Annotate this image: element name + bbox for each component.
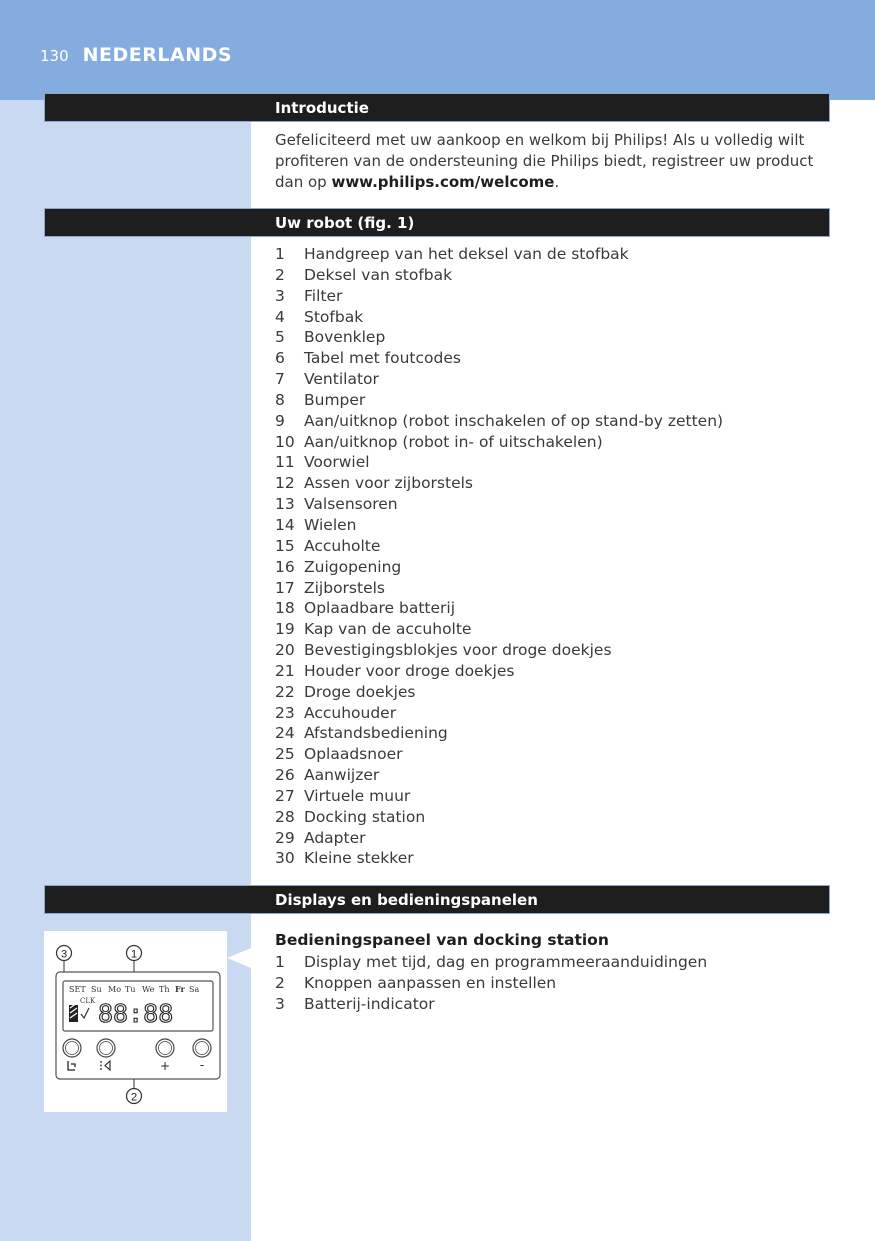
- list-item-number: 1: [275, 245, 285, 263]
- list-item-number: 18: [275, 599, 295, 618]
- list-item: [275, 390, 723, 411]
- list-item-label: Stofbak: [304, 307, 364, 326]
- list-item-label: Display met tijd, dag en programmeeraanduidingen: [304, 953, 708, 971]
- list-item-label: Afstandsbediening: [304, 724, 448, 743]
- list-item-number: 14: [275, 515, 295, 534]
- page-number: 130: [40, 47, 69, 65]
- control-panel-illustration: [44, 931, 227, 1112]
- list-item: [275, 619, 723, 640]
- list-item: [275, 952, 707, 973]
- control-panel-figure: [44, 931, 227, 1112]
- figure-pointer: [227, 948, 251, 968]
- list-item-label: Valsensoren: [304, 495, 398, 514]
- list-item: [275, 515, 723, 536]
- list-item: [275, 286, 723, 307]
- language-title: NEDERLANDS: [82, 44, 233, 66]
- list-item-label: Kap van de accuholte: [304, 620, 472, 639]
- list-item-number: 29: [275, 828, 295, 847]
- list-item-number: 8: [275, 390, 285, 409]
- list-item-label: Filter: [304, 286, 343, 305]
- intro-text-end: .: [554, 173, 560, 191]
- list-item-label: Wielen: [304, 515, 357, 534]
- list-item-label: Docking station: [304, 807, 426, 826]
- list-item-label: Houder voor droge doekjes: [304, 661, 515, 680]
- list-item-label: Deksel van stofbak: [304, 265, 453, 284]
- list-item: [275, 557, 723, 578]
- list-item-number: 12: [275, 474, 295, 493]
- list-item-number: 5: [275, 328, 285, 347]
- section-header-robot: [44, 208, 830, 237]
- list-item-number: 11: [275, 453, 295, 472]
- list-item-label: Bovenklep: [304, 328, 386, 347]
- list-item-label: Zijborstels: [304, 578, 385, 597]
- parts-list: [275, 244, 723, 869]
- list-item: [275, 348, 723, 369]
- list-item: [275, 307, 723, 328]
- list-item: [275, 327, 723, 348]
- list-item: [275, 452, 723, 473]
- list-item-label: Oplaadbare batterij: [304, 599, 456, 618]
- list-item-number: 16: [275, 557, 295, 576]
- list-item-number: 30: [275, 849, 295, 868]
- list-item-number: 13: [275, 495, 295, 514]
- list-item: [275, 703, 723, 724]
- list-item-number: 22: [275, 682, 295, 701]
- list-item: [275, 973, 707, 994]
- list-item-label: Bumper: [304, 390, 366, 409]
- list-item: [275, 807, 723, 828]
- section-title: Displays en bedieningspanelen: [275, 891, 538, 909]
- list-item-number: 28: [275, 807, 295, 826]
- list-item-label: Bevestigingsblokjes voor droge doekjes: [304, 641, 612, 660]
- panel-list: [275, 952, 707, 1015]
- list-item-number: 2: [275, 265, 285, 284]
- welcome-link[interactable]: www.philips.com/welcome: [331, 173, 555, 191]
- panel-subtitle: Bedieningspaneel van docking station: [275, 931, 609, 949]
- list-item-number: 24: [275, 724, 295, 743]
- list-item-number: 1: [275, 953, 285, 971]
- list-item: [275, 494, 723, 515]
- list-item-label: Aan/uitknop (robot inschakelen of op stand-by zetten): [304, 411, 724, 430]
- callout-1-label: 1: [130, 948, 138, 961]
- list-item-number: 19: [275, 620, 295, 639]
- list-item-number: 4: [275, 307, 285, 326]
- list-item-label: Virtuele muur: [304, 786, 411, 805]
- list-item-number: 3: [275, 994, 285, 1013]
- list-item-number: 10: [275, 432, 295, 451]
- list-item-number: 26: [275, 766, 295, 785]
- list-item: [275, 723, 723, 744]
- list-item: [275, 473, 723, 494]
- page-header: [40, 44, 232, 66]
- list-item-label: Tabel met foutcodes: [304, 349, 461, 368]
- list-item-label: Ventilator: [304, 370, 379, 389]
- list-item: [275, 994, 707, 1015]
- battery-indicator-icon: [69, 1003, 78, 1022]
- list-item: [275, 411, 723, 432]
- list-item-number: 7: [275, 370, 285, 389]
- section-title: Introductie: [275, 99, 369, 117]
- list-item: [275, 661, 723, 682]
- plus-label: +: [159, 1059, 171, 1073]
- list-item-number: 23: [275, 703, 295, 722]
- list-item: [275, 265, 723, 286]
- day-labels: SET Su Mo Tu We Th Fr Sa: [69, 984, 200, 994]
- list-item-number: 27: [275, 786, 295, 805]
- list-item: [275, 640, 723, 661]
- list-item: [275, 828, 723, 849]
- list-item: [275, 598, 723, 619]
- section-header-displays: [44, 885, 830, 914]
- list-item: [275, 765, 723, 786]
- list-item: [275, 432, 723, 453]
- list-item-label: Accuholte: [304, 536, 381, 555]
- list-item-number: 20: [275, 641, 295, 660]
- list-item-label: Droge doekjes: [304, 682, 416, 701]
- list-item-label: Accuhouder: [304, 703, 397, 722]
- list-item-number: 9: [275, 411, 285, 430]
- list-item-label: Aanwijzer: [304, 766, 380, 785]
- list-item: [275, 578, 723, 599]
- list-item-label: Knoppen aanpassen en instellen: [304, 973, 557, 992]
- list-item: [275, 244, 723, 265]
- intro-text: Gefeliciteerd met uw aankoop en welkom bij Philips! Als u volledig wilt profiteren van de ondersteuning die Philips biedt, registreer uw product dan op: [275, 131, 814, 191]
- list-item-label: Zuigopening: [304, 557, 402, 576]
- list-item-label: Handgreep van het deksel van de stofbak: [304, 245, 629, 263]
- header-band: [0, 0, 875, 100]
- list-item-number: 6: [275, 349, 285, 368]
- list-item-number: 3: [275, 286, 285, 305]
- list-item-number: 15: [275, 536, 295, 555]
- list-item: [275, 744, 723, 765]
- list-item-number: 21: [275, 661, 295, 680]
- list-item-label: Batterij-indicator: [304, 994, 435, 1013]
- list-item-label: Adapter: [304, 828, 366, 847]
- callout-3-label: 3: [60, 948, 68, 961]
- list-item-number: 25: [275, 745, 295, 764]
- list-item-label: Assen voor zijborstels: [304, 474, 473, 493]
- section-header-intro: [44, 93, 830, 122]
- section-title: Uw robot (fig. 1): [275, 214, 415, 232]
- intro-paragraph: [275, 130, 815, 193]
- list-item-number: 17: [275, 578, 295, 597]
- list-item-number: 2: [275, 973, 285, 992]
- clk-label: CLK: [80, 997, 96, 1005]
- list-item-label: Voorwiel: [304, 453, 370, 472]
- list-item: [275, 786, 723, 807]
- list-item: [275, 682, 723, 703]
- list-item: [275, 536, 723, 557]
- list-item-label: Aan/uitknop (robot in- of uitschakelen): [304, 432, 603, 451]
- list-item-label: Oplaadsnoer: [304, 745, 403, 764]
- time-display: 88:88: [98, 999, 174, 1028]
- list-item: [275, 369, 723, 390]
- minus-label: -: [199, 1058, 205, 1072]
- list-item: [275, 848, 723, 869]
- list-item-label: Kleine stekker: [304, 849, 414, 868]
- callout-2-label: 2: [130, 1091, 138, 1104]
